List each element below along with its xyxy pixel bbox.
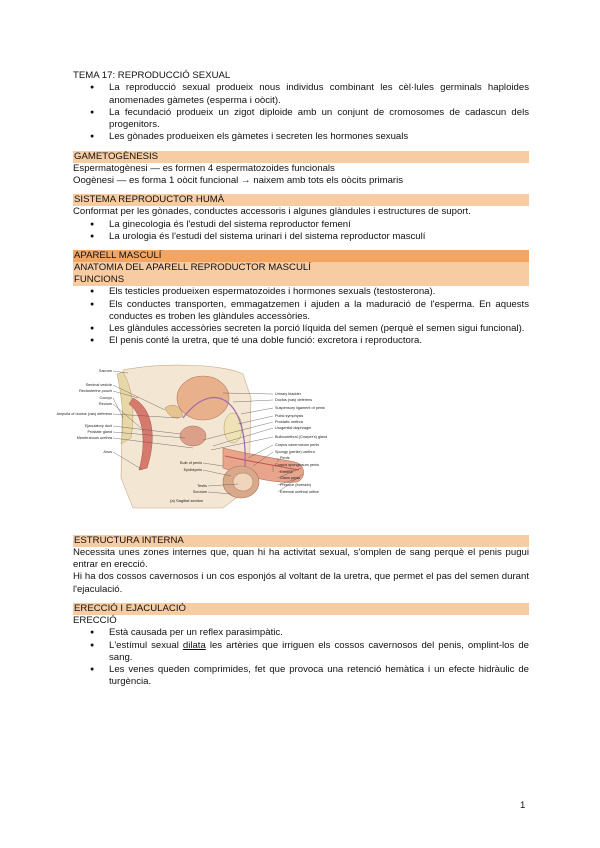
sistema-list bbox=[73, 219, 529, 244]
section-heading-sistema: SISTEMA REPRODUCTOR HUMÀ bbox=[73, 194, 529, 206]
figure-label: Epididymis bbox=[183, 467, 202, 472]
ereccio-list bbox=[73, 627, 529, 688]
figure-label: Spongy (penile) urethra bbox=[275, 449, 315, 454]
figure-label: Anus bbox=[103, 449, 112, 454]
figure-label: Ejaculatory duct bbox=[84, 423, 112, 428]
topic-title: TEMA 17: REPRODUCCIÓ SEXUAL bbox=[73, 70, 231, 81]
figure-label: Penis bbox=[280, 455, 290, 460]
page-content bbox=[56, 70, 529, 689]
section-heading-aparell: APARELL MASCULÍ bbox=[73, 250, 529, 262]
figure-label: Scrotum bbox=[192, 489, 207, 494]
figure-label: Prepuce (foreskin) bbox=[280, 482, 312, 487]
figure-label: Glans penis bbox=[280, 475, 301, 480]
figure-label: Sacrum bbox=[98, 368, 112, 373]
anatomy-illustration bbox=[56, 358, 373, 528]
paragraph: Necessita unes zones internes que, quan hi ha activitat sexual, s'omplen de sang perquè el penis pugui entrar en erecció. bbox=[73, 546, 529, 571]
figure-label: External urethral orifice bbox=[280, 489, 320, 494]
figure-label: Urinary bladder bbox=[275, 391, 301, 396]
list-item: ● La fecundació produeix un zigot diploide amb un conjunt de cromosomes de cadascun dels progenitors. bbox=[109, 107, 529, 132]
list-item: ● La ginecologia és l'estudi del sistema reproductor femení bbox=[109, 219, 529, 231]
section-heading-estructura: ESTRUCTURA INTERNA bbox=[73, 535, 529, 547]
intro-list bbox=[73, 82, 529, 143]
subheading-anatomia: ANATOMIA DEL APARELL REPRODUCTOR MASCULÍ bbox=[73, 262, 529, 274]
figure-label: Pubic symphysis bbox=[275, 413, 304, 418]
figure-label: Corona bbox=[280, 469, 293, 474]
figure-label: Testis bbox=[197, 483, 207, 488]
subheading-ereccio: ERECCIÓ bbox=[73, 614, 117, 626]
list-item: ● Les glàndules accessòries secreten la porció líquida del semen (perquè el semen sigui funcional). bbox=[109, 323, 529, 335]
list-item: ● Les gònades produeixen els gàmetes i secreten les hormones sexuals bbox=[109, 131, 529, 143]
figure-caption: (a) Sagittal section bbox=[170, 497, 204, 503]
figure-label: Corpus spongiosum penis bbox=[275, 462, 319, 467]
section-heading-gametogenesis: GAMETOGÈNESIS bbox=[73, 151, 529, 163]
figure-label: Coccyx bbox=[99, 395, 112, 400]
figure-label: Prostatic urethra bbox=[275, 419, 303, 424]
text-fragment: les artèries que irriguen els cossos cavernosos del penis, omplint-los de sang. bbox=[109, 639, 529, 663]
text-line: Oogènesi — es forma 1 oòcit funcional → naixem amb tots els oòcits primaris bbox=[73, 175, 404, 187]
text-line: Espermatogènesi — es formen 4 espermatozoides funcionals bbox=[73, 162, 335, 174]
figure-label: Membranous urethra bbox=[76, 435, 112, 440]
figure-label: Bulb of penis bbox=[180, 460, 202, 465]
underlined-word: dilata bbox=[182, 639, 206, 651]
figure-label: Bulbourethral (Cowper's) gland bbox=[275, 434, 328, 439]
figure-label: Prostate gland bbox=[87, 429, 112, 434]
figure-label: Rectouterine pouch bbox=[79, 388, 112, 393]
paragraph: Hi ha dos cossos cavernosos i un cos esponjós al voltant de la uretra, que permet el pas del semen durant l'ejaculació. bbox=[73, 571, 529, 595]
subheading-funcions: FUNCIONS bbox=[73, 274, 529, 286]
figure-label: Seminal vesicle bbox=[85, 382, 112, 387]
figure-label: Suspensory ligament of penis bbox=[275, 405, 325, 410]
section-heading-ereccio: ERECCIÓ I EJACULACIÓ bbox=[73, 603, 529, 615]
list-item: ● El penis conté la uretra, que té una doble funció: excretora i reproductora. bbox=[109, 335, 529, 347]
list-item: ● Els conductes transporten, emmagatzemen i ajuden a la maduració de l'esperma. En aquests conductes es troben les glàndules accessòries. bbox=[109, 299, 529, 324]
text-line: Conformat per les gònades, conductes accessoris i algunes glàndules i estructures de suport. bbox=[73, 206, 471, 218]
list-item: ● La urologia és l'estudi del sistema urinari i del sistema reproductor masculí bbox=[109, 231, 529, 243]
figure-label: Rectum bbox=[98, 401, 112, 406]
figure-label: Ductus (vas) deferens bbox=[275, 397, 313, 402]
page-number: 1 bbox=[520, 800, 526, 811]
list-item bbox=[109, 640, 529, 665]
text-fragment: L'estímul sexual bbox=[109, 639, 183, 651]
funcions-list bbox=[73, 286, 529, 347]
list-item: ● Els testicles produeixen espermatozoides i hormones sexuals (testosterona). bbox=[109, 286, 529, 298]
list-item: ● La reproducció sexual produeix nous individus combinant les cèl·lules germinals haploides anomenades gàmetes (esperma i oòcit). bbox=[109, 82, 529, 107]
figure-label: Ampulla of ductus (vas) deferens bbox=[56, 411, 112, 416]
anatomy-figure bbox=[56, 358, 373, 528]
list-item: ● Les venes queden comprimides, fet que provoca una retenció hemàtica i un efecte hidràulic de turgència. bbox=[109, 664, 529, 689]
figure-label: Corpus cavernosum penis bbox=[275, 442, 320, 447]
list-item: ● Està causada per un reflex parasimpàtic. bbox=[109, 627, 529, 639]
figure-label: Urogenital diaphragm bbox=[275, 425, 312, 430]
